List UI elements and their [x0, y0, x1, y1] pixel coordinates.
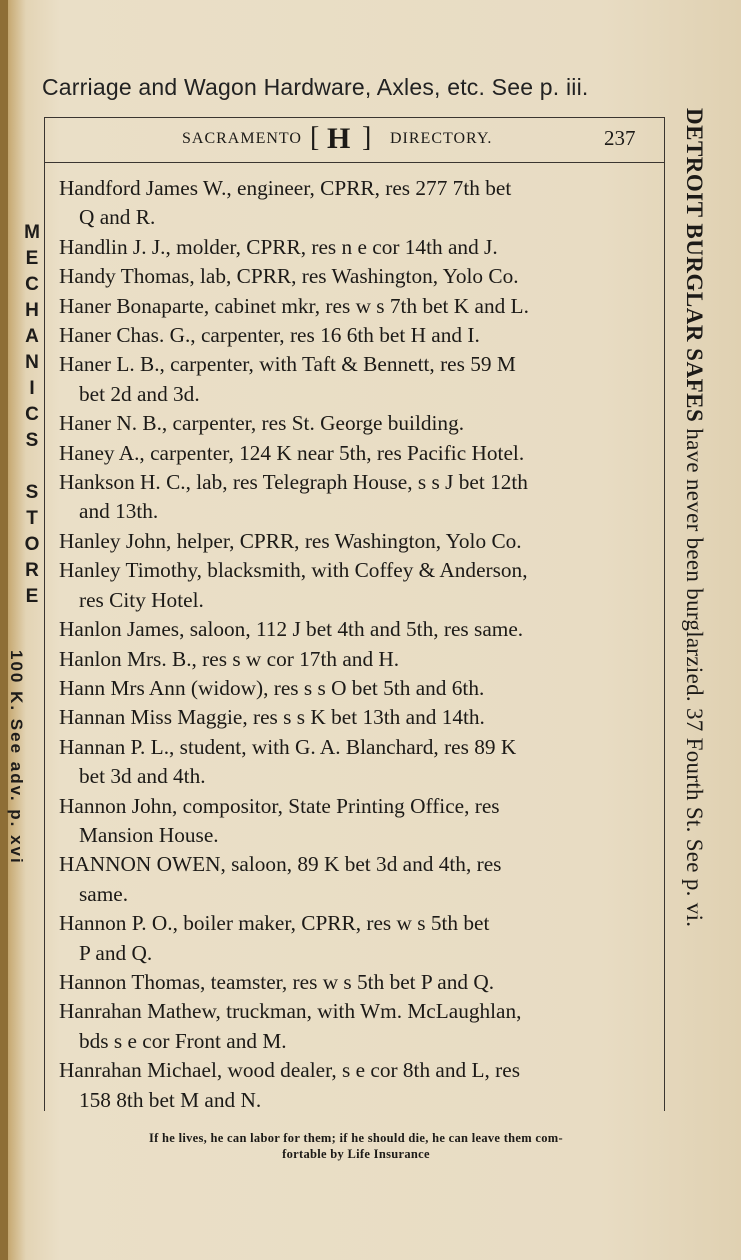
entry-line: Hannon John, compositor, State Printing Office, res: [59, 793, 500, 818]
header-rule: [44, 162, 665, 163]
page-number: 237: [604, 126, 636, 150]
left-margin-letter: R: [25, 560, 39, 581]
header-city: SACRAMENTO: [182, 130, 302, 147]
entry-continuation: P and Q.: [79, 940, 153, 965]
entry-line: Hanrahan Michael, wood dealer, s e cor 8th and L, res: [59, 1058, 520, 1083]
right-margin-brand: DETROIT BURGLAR SAFES: [682, 108, 707, 423]
directory-entry: [59, 733, 655, 792]
book-spine: [0, 0, 8, 1260]
entry-line: Haner Chas. G., carpenter, res 16 6th bet H and I.: [59, 323, 480, 348]
right-margin-advertisement: [667, 108, 707, 1123]
directory-entry: [59, 468, 655, 527]
directory-entry: [59, 615, 655, 644]
entry-continuation: bet 2d and 3d.: [79, 381, 200, 406]
entry-line: Haner N. B., carpenter, res St. George building.: [59, 411, 465, 436]
entry-continuation: Q and R.: [79, 205, 156, 230]
entry-line: HANNON OWEN, saloon, 89 K bet 3d and 4th, res: [59, 852, 502, 877]
left-margin-letter: T: [26, 508, 38, 529]
left-margin-letter: I: [29, 378, 35, 399]
entry-continuation: Mansion House.: [79, 822, 219, 847]
left-margin-letter: A: [25, 326, 39, 347]
left-margin-letter: E: [25, 248, 39, 269]
left-margin-letter: O: [24, 534, 40, 555]
header-bracket-right: ]: [362, 122, 372, 153]
entry-line: Handy Thomas, lab, CPRR, res Washington, Yolo Co.: [59, 264, 519, 289]
left-margin-letter: N: [25, 352, 39, 373]
entry-line: Hanlon Mrs. B., res s w cor 17th and H.: [59, 646, 400, 671]
top-advertisement: Carriage and Wagon Hardware, Axles, etc. See p. iii.: [42, 74, 589, 100]
entry-line: Haney A., carpenter, 124 K near 5th, res Pacific Hotel.: [59, 440, 525, 465]
left-margin-letter: H: [25, 300, 39, 321]
left-margin-advertisement: [20, 220, 44, 610]
entry-continuation: and 13th.: [79, 499, 159, 524]
left-margin-letter: M: [24, 222, 40, 243]
left-margin-letter: [20, 454, 44, 480]
entry-line: Hann Mrs Ann (widow), res s s O bet 5th and 6th.: [59, 675, 485, 700]
left-margin-vertical-text: 100 K. See adv. p. xvi: [7, 650, 26, 865]
entry-continuation: 158 8th bet M and N.: [79, 1087, 262, 1112]
directory-entry: [59, 527, 655, 556]
left-margin-letter: E: [25, 586, 39, 607]
directory-entry: [59, 968, 655, 997]
entry-line: Hankson H. C., lab, res Telegraph House, s s J bet 12th: [59, 470, 528, 495]
footer-line-1: If he lives, he can labor for them; if he should die, he can leave them com-: [149, 1131, 563, 1145]
entry-line: Hanley Timothy, blacksmith, with Coffey & Anderson,: [59, 558, 528, 583]
entry-line: Haner L. B., carpenter, with Taft & Bennett, res 59 M: [59, 352, 516, 377]
entry-line: Hannon P. O., boiler maker, CPRR, res w s 5th bet: [59, 911, 490, 936]
entry-continuation: bet 3d and 4th.: [79, 764, 206, 789]
entry-continuation: res City Hotel.: [79, 587, 204, 612]
left-margin-letter: C: [25, 404, 39, 425]
left-margin-letter: S: [25, 482, 39, 503]
directory-entry: [59, 850, 655, 909]
directory-entry: [59, 1056, 655, 1115]
directory-entry: [59, 997, 655, 1056]
directory-entry: [59, 792, 655, 851]
directory-entry: [59, 321, 655, 350]
entry-continuation: same.: [79, 881, 129, 906]
directory-entry: [59, 439, 655, 468]
directory-entry: [59, 409, 655, 438]
directory-entry: [59, 645, 655, 674]
directory-entry: [59, 556, 655, 615]
directory-entry: [59, 703, 655, 732]
entry-line: Handford James W., engineer, CPRR, res 277 7th bet: [59, 176, 512, 200]
directory-entry: [59, 292, 655, 321]
left-margin-letter: C: [25, 274, 39, 295]
footer-line-2: fortable by Life Insurance: [282, 1147, 430, 1161]
entry-line: Hanlon James, saloon, 112 J bet 4th and 5th, res same.: [59, 617, 524, 642]
header-section-letter: H: [327, 122, 351, 155]
left-margin-letter: S: [25, 430, 39, 451]
header-bracket-left: [: [310, 122, 320, 153]
directory-entry: [59, 233, 655, 262]
directory-entry: [59, 909, 655, 968]
entry-line: Handlin J. J., molder, CPRR, res n e cor 14th and J.: [59, 234, 498, 259]
directory-entries: [59, 174, 655, 1115]
directory-entry: [59, 674, 655, 703]
directory-entry: [59, 262, 655, 291]
entry-line: Hanrahan Mathew, truckman, with Wm. McLaughlan,: [59, 999, 522, 1024]
entry-continuation: bds s e cor Front and M.: [79, 1028, 287, 1053]
header-directory: DIRECTORY.: [390, 130, 493, 147]
footer-advertisement: [44, 1130, 668, 1162]
entry-line: Hannan P. L., student, with G. A. Blanchard, res 89 K: [59, 734, 517, 759]
entry-line: Hannan Miss Maggie, res s s K bet 13th and 14th.: [59, 705, 485, 730]
entry-line: Hanley John, helper, CPRR, res Washington, Yolo Co.: [59, 528, 522, 553]
entry-line: Hannon Thomas, teamster, res w s 5th bet P and Q.: [59, 969, 495, 994]
directory-entry: [59, 174, 655, 233]
right-margin-text: have never been burglarzied. 37 Fourth St. See p. vi.: [682, 422, 707, 928]
directory-entry: [59, 350, 655, 409]
running-header: [44, 118, 665, 160]
entry-line: Haner Bonaparte, cabinet mkr, res w s 7th bet K and L.: [59, 293, 529, 318]
